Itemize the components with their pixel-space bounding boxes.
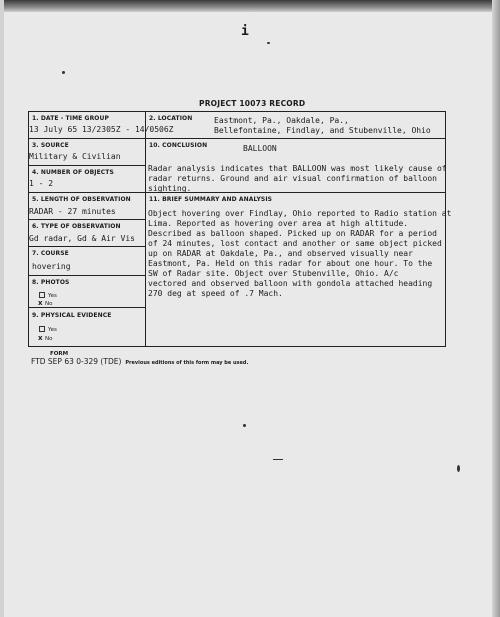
physical-evidence-no-checkmark[interactable]: x (38, 334, 43, 342)
location-label: 2. LOCATION (149, 115, 193, 122)
conclusion-label: 10. CONCLUSION (149, 142, 208, 149)
scan-right-edge (492, 0, 500, 617)
source-value: Military & Civilian (29, 152, 121, 161)
scan-speck (243, 424, 246, 427)
number-of-objects-label: 4. NUMBER OF OBJECTS (32, 169, 114, 176)
length-of-observation-value: RADAR - 27 minutes (29, 207, 116, 216)
row-divider (29, 219, 145, 220)
type-of-observation-value: Gd radar, Gd & Air Vis (29, 234, 135, 243)
form-word: FORM (50, 351, 69, 357)
photos-yes-text: Yes (48, 293, 57, 299)
course-value: hovering (32, 262, 71, 271)
photos-yes-checkbox[interactable] (39, 292, 45, 298)
summary-line-2: Lima. Reported as hovering over area at high altitude. (148, 219, 409, 228)
row-divider (29, 246, 145, 247)
physical-evidence-yes-checkbox[interactable] (39, 326, 45, 332)
summary-line-4: of 24 minutes, lost contact and another or same object picked (148, 239, 442, 248)
summary-line-6: Eastmont, Pa. Held on this radar for about one hour. To the (148, 259, 433, 268)
form-note: Previous editions of this form may be used. (125, 360, 249, 366)
scan-top-edge (0, 0, 500, 12)
source-label: 3. SOURCE (32, 142, 69, 149)
summary-line-8: vectored and observed balloon with gondola attached heading (148, 279, 433, 288)
photos-label: 8. PHOTOS (32, 279, 70, 286)
course-label: 7. COURSE (32, 250, 69, 257)
physical-evidence-no-option[interactable] (38, 334, 52, 342)
photos-yes-option[interactable] (39, 292, 57, 299)
column-divider (145, 112, 146, 346)
type-of-observation-label: 6. TYPE OF OBSERVATION (32, 223, 121, 230)
scan-left-edge (0, 0, 4, 617)
physical-evidence-yes-option[interactable] (39, 326, 57, 333)
date-time-group-value: 13 July 65 13/2305Z - 14/0506Z (29, 125, 174, 134)
header-mark: i (241, 24, 249, 39)
record-form (28, 111, 452, 347)
length-of-observation-label: 5. LENGTH OF OBSERVATION (32, 196, 131, 203)
row-divider (29, 165, 145, 166)
location-line-2: Bellefontaine, Findlay, and Stubenville, Ohio (214, 126, 431, 135)
date-time-group-label: 1. DATE - TIME GROUP (32, 115, 109, 122)
physical-evidence-no-text: No (45, 336, 53, 342)
scan-speck (267, 42, 270, 44)
summary-line-3: Described as balloon shaped. Picked up on RADAR for a period (148, 229, 437, 238)
summary-line-1: Object hovering over Findlay, Ohio reported to Radio station at (148, 209, 452, 218)
number-of-objects-value: 1 - 2 (29, 179, 54, 188)
scan-speck (457, 465, 460, 472)
summary-line-9: 270 deg at speed of .7 Mach. (148, 289, 283, 298)
row-divider (29, 307, 145, 308)
conclusion-text-1: Radar analysis indicates that BALLOON was most likely cause of (148, 164, 447, 173)
summary-line-7: SW of Radar site. Object over Stubenville, Ohio. A/c (148, 269, 399, 278)
conclusion-text-2: radar returns. Ground and air visual confirmation of balloon (148, 174, 437, 183)
physical-evidence-label: 9. PHYSICAL EVIDENCE (32, 312, 112, 319)
row-divider (29, 192, 145, 193)
form-footer (31, 357, 248, 366)
scan-speck (273, 459, 283, 460)
conclusion-value: BALLOON (243, 144, 277, 153)
photos-no-option[interactable] (38, 299, 52, 307)
row-divider (29, 138, 145, 139)
row-divider (145, 138, 445, 139)
record-title: PROJECT 10073 RECORD (199, 99, 306, 108)
photos-no-text: No (45, 301, 53, 307)
photos-no-checkmark[interactable]: x (38, 299, 43, 307)
location-line-1: Eastmont, Pa., Oakdale, Pa., (214, 116, 349, 125)
conclusion-text-3: sighting. (148, 184, 192, 193)
physical-evidence-yes-text: Yes (48, 327, 57, 333)
form-id: FTD SEP 63 0-329 (TDE) (31, 357, 122, 366)
scan-speck (62, 71, 65, 74)
row-divider (29, 275, 145, 276)
summary-line-5: up on RADAR at Oakdale, Pa., and observed visually near (148, 249, 413, 258)
summary-label: 11. BRIEF SUMMARY AND ANALYSIS (149, 196, 273, 203)
